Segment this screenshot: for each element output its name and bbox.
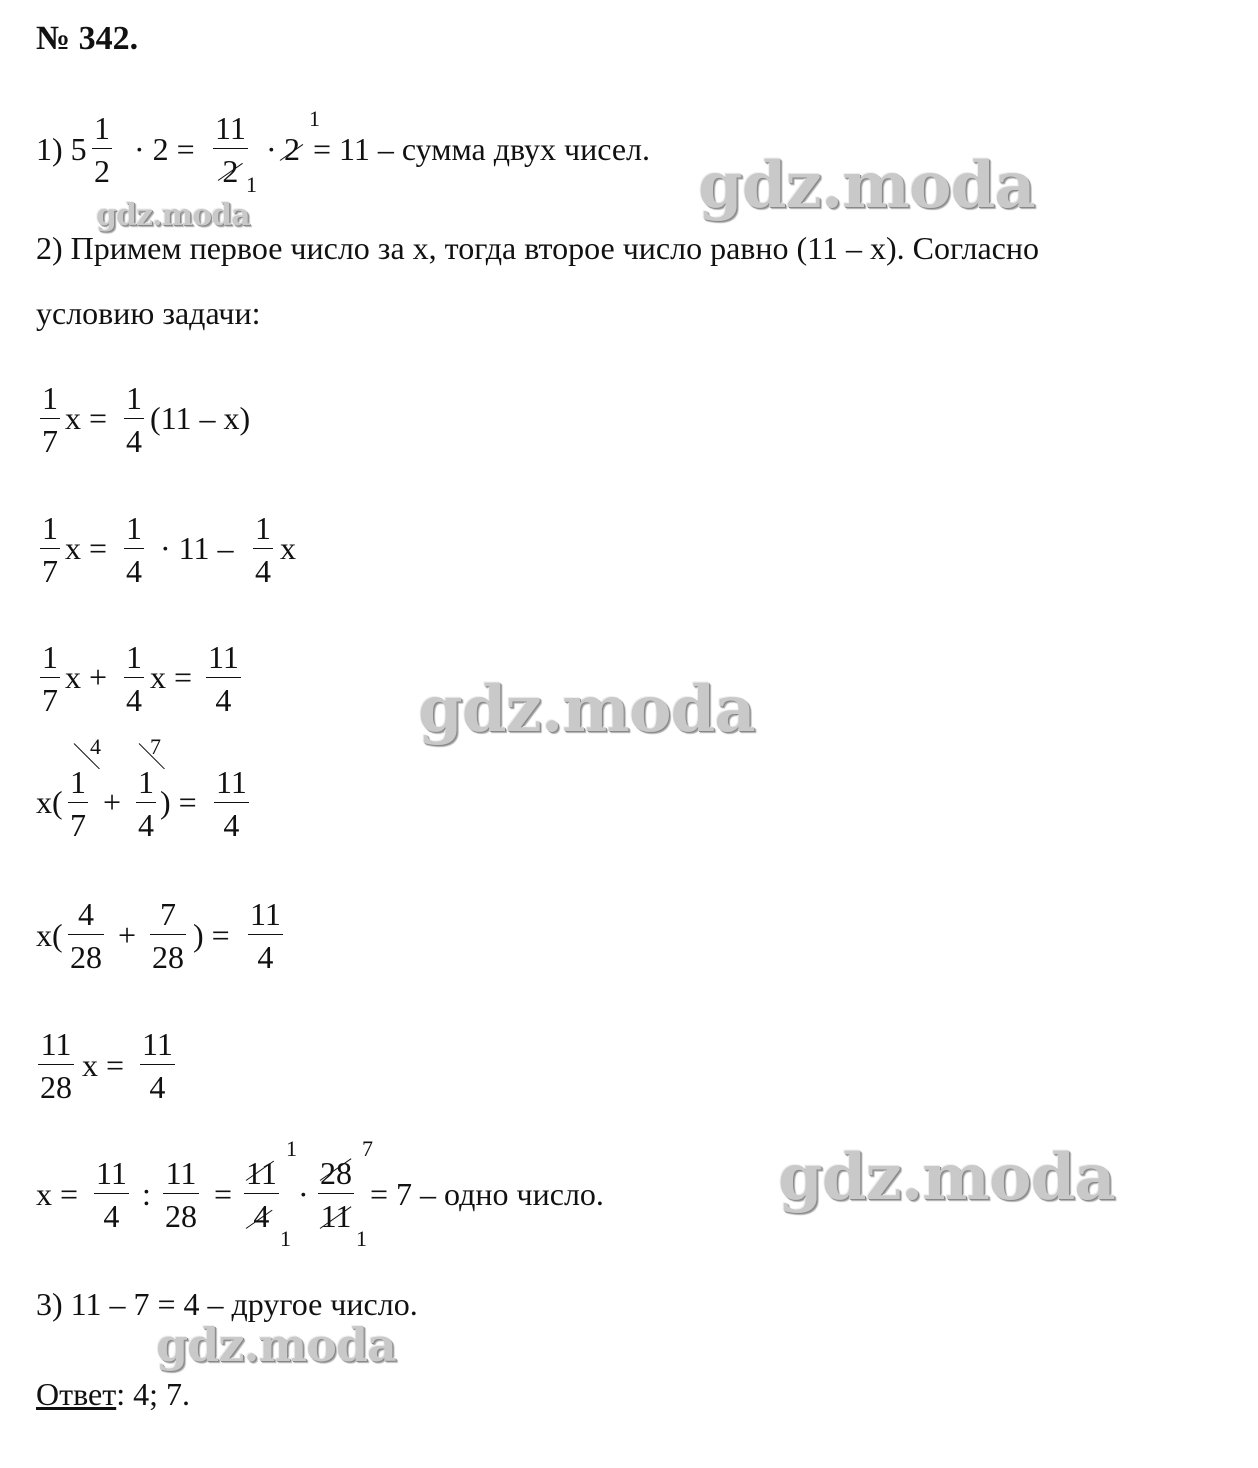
numerator: 1	[94, 110, 110, 146]
numerator: 1	[126, 639, 142, 675]
watermark: gdz.moda	[698, 148, 1035, 223]
numerator: 1	[70, 764, 86, 800]
denominator: 7	[40, 677, 60, 716]
fraction	[94, 1157, 129, 1232]
numerator: 1	[255, 510, 271, 546]
numerator: 11	[96, 1155, 127, 1191]
fraction	[253, 512, 273, 587]
step-1-label: 1) 5	[36, 131, 87, 167]
fraction	[206, 641, 241, 716]
denominator: 4	[244, 1193, 279, 1232]
numerator: 1	[42, 639, 58, 675]
fraction	[150, 898, 186, 973]
watermark: gdz.moda	[418, 672, 755, 747]
reduced-superscript: 1	[286, 1136, 297, 1161]
text: :	[142, 1176, 151, 1212]
denominator: 28	[38, 1064, 74, 1103]
denominator: 28	[150, 934, 186, 973]
numerator: 28	[320, 1155, 352, 1191]
text: +	[118, 917, 137, 953]
denominator: 28	[68, 934, 104, 973]
fraction	[124, 641, 144, 716]
step-2-line-1: 2) Примем первое число за х, тогда второе число равно (11 – х). Согласно	[36, 230, 1039, 266]
reduced-subscript: 1	[356, 1226, 367, 1251]
fraction	[140, 1028, 175, 1103]
text: x	[280, 530, 296, 566]
denominator: 7	[40, 548, 60, 587]
watermark: gdz.moda	[156, 1318, 396, 1372]
fraction	[40, 641, 60, 716]
reduced-subscript: 1	[280, 1226, 291, 1251]
numerator: 11	[250, 896, 281, 932]
fraction	[40, 382, 60, 457]
denominator: 4	[136, 802, 156, 841]
text: x(	[36, 917, 63, 953]
extra-factor: 4	[90, 734, 101, 759]
denominator: 7	[68, 802, 88, 841]
fraction	[40, 512, 60, 587]
times-two: · 2 =	[134, 131, 195, 167]
denominator: 4	[94, 1193, 129, 1232]
text: x =	[150, 659, 193, 695]
denominator: 4	[124, 418, 144, 457]
numerator: 1	[42, 510, 58, 546]
fraction	[163, 1157, 199, 1232]
text: x =	[65, 400, 108, 436]
text: ) =	[193, 917, 230, 953]
denominator: 4	[140, 1064, 175, 1103]
step-3: 3) 11 – 7 = 4 – другое число.	[36, 1286, 418, 1322]
text: x =	[65, 530, 108, 566]
text: =	[214, 1176, 233, 1212]
reduced-superscript: 1	[309, 106, 320, 131]
reduced-superscript: 7	[362, 1136, 373, 1161]
text: +	[103, 784, 122, 820]
denominator: 4	[214, 802, 249, 841]
extra-factor: 7	[150, 734, 161, 759]
step-2-result: = 7 – одно число.	[370, 1176, 604, 1212]
watermark: gdz.moda	[96, 198, 250, 233]
denominator: 2	[92, 148, 112, 187]
reduced-subscript: 1	[246, 172, 257, 197]
cancelled-two: 2	[284, 131, 300, 167]
text: ) =	[160, 784, 197, 820]
answer-value: : 4; 7.	[116, 1376, 190, 1412]
fraction	[68, 898, 104, 973]
fraction	[124, 382, 144, 457]
numerator: 1	[42, 380, 58, 416]
step-2-line-2: условию задачи:	[36, 295, 261, 331]
watermark: gdz.moda	[778, 1140, 1115, 1215]
numerator: 7	[160, 896, 176, 932]
answer	[36, 1378, 190, 1410]
denominator: 4	[124, 677, 144, 716]
fraction	[248, 898, 283, 973]
numerator: 11	[165, 1155, 197, 1191]
fraction	[68, 766, 88, 841]
dot-operator: ·	[266, 131, 277, 167]
denominator: 2	[213, 148, 248, 187]
text: x =	[82, 1047, 125, 1083]
step-1-result: = 11 – сумма двух чисел.	[313, 131, 650, 167]
fraction	[214, 766, 249, 841]
numerator: 11	[208, 639, 239, 675]
numerator: 1	[126, 510, 142, 546]
denominator: 4	[124, 548, 144, 587]
denominator: 7	[40, 418, 60, 457]
numerator: 11	[246, 1155, 277, 1191]
numerator: 11	[216, 764, 247, 800]
text: x =	[36, 1176, 79, 1212]
numerator: 1	[126, 380, 142, 416]
text: x(	[36, 784, 63, 820]
fraction	[136, 766, 156, 841]
denominator: 28	[163, 1193, 199, 1232]
text: ·	[298, 1176, 309, 1212]
fraction	[124, 512, 144, 587]
text: x +	[65, 659, 108, 695]
text: · 11 –	[160, 530, 234, 566]
answer-label: Ответ	[36, 1376, 117, 1412]
numerator: 11	[215, 110, 246, 146]
problem-number: № 342.	[36, 20, 139, 57]
numerator: 11	[40, 1026, 72, 1062]
numerator: 11	[142, 1026, 173, 1062]
fraction-one-half	[92, 112, 112, 187]
numerator: 4	[78, 896, 94, 932]
text: (11 – x)	[150, 400, 251, 436]
denominator: 4	[248, 934, 283, 973]
denominator: 4	[206, 677, 241, 716]
denominator: 11	[318, 1193, 354, 1232]
fraction	[38, 1028, 74, 1103]
denominator: 4	[253, 548, 273, 587]
fraction-eleven-halves	[213, 112, 248, 187]
numerator: 1	[138, 764, 154, 800]
